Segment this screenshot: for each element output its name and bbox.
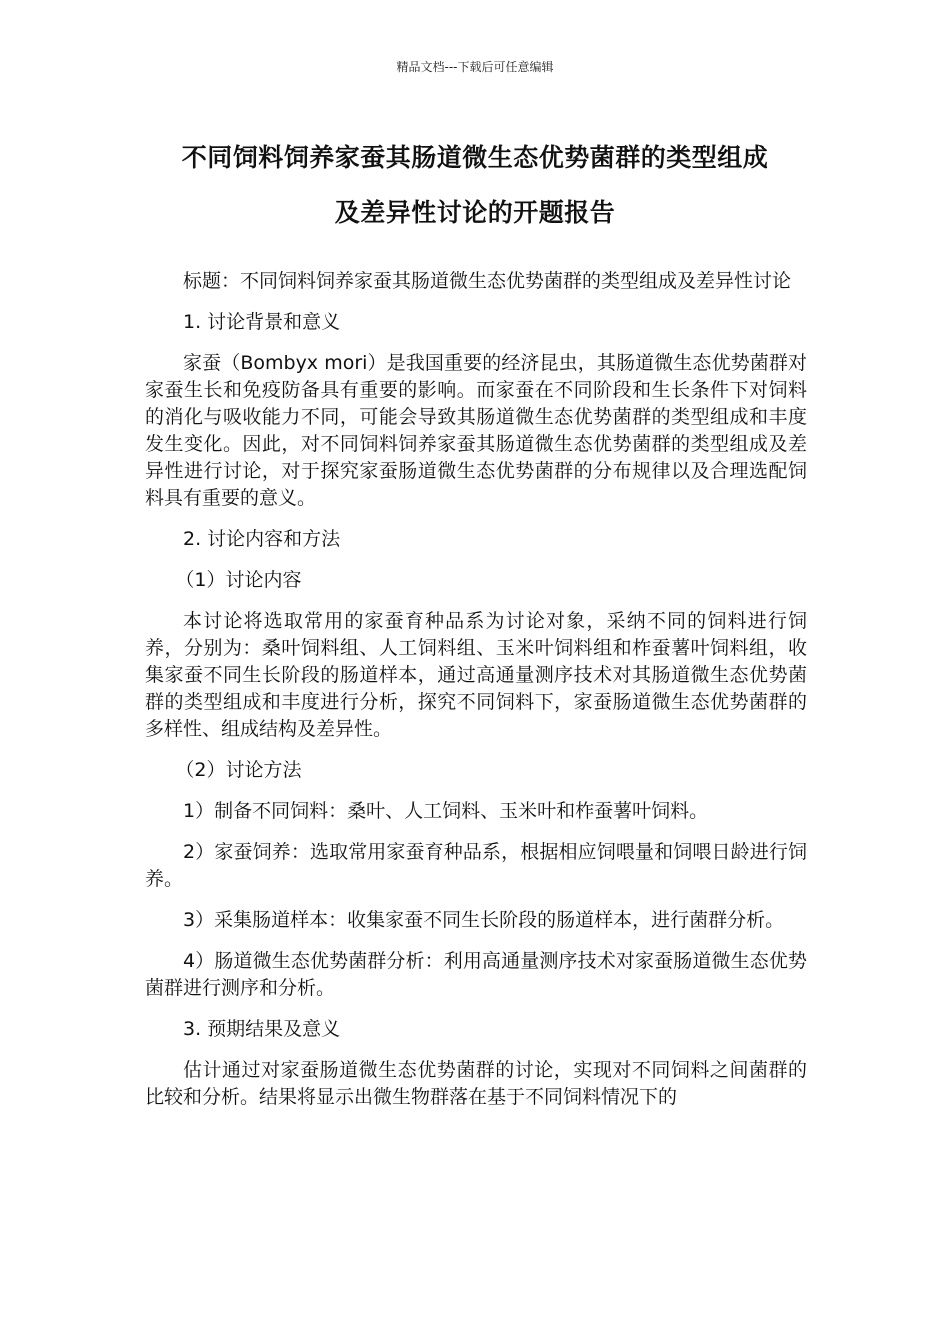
document-title-line-1: 不同饲料饲养家蚕其肠道微生态优势菌群的类型组成 (181, 143, 769, 172)
document-title-line-2: 及差异性讨论的开题报告 (334, 198, 616, 227)
section-heading-content-methods: 2. 讨论内容和方法 (183, 528, 341, 550)
header-note: 精品文档---下载后可任意编辑 (396, 60, 554, 74)
title-paragraph: 标题：不同饲料饲养家蚕其肠道微生态优势菌群的类型组成及差异性讨论 (183, 270, 792, 292)
section-heading-background: 1. 讨论背景和意义 (183, 311, 341, 333)
method-step-2: 2）家蚕饲养：选取常用家蚕育种品系，根据相应饲喂量和饲喂日龄进行饲养。 (145, 841, 807, 890)
expected-results-paragraph: 估计通过对家蚕肠道微生态优势菌群的讨论，实现对不同饲料之间菌群的比较和分析。结果将显示出微生物群落在基于不同饲料情况下的 (145, 1059, 807, 1108)
background-paragraph: 家蚕（Bombyx mori）是我国重要的经济昆虫，其肠道微生态优势菌群对家蚕生长和免疫防备具有重要的影响。而家蚕在不同阶段和生长条件下对饲料的消化与吸收能力不同，可能会导致其肠道微生态优势菌群的类型组成和丰度发生变化。因此，对不同饲料饲养家蚕其肠道微生态优势菌群的类型组成及差异性进行讨论，对于探究家蚕肠道微生态优势菌群的分布规律以及合理选配饲料具有重要的意义。 (145, 352, 807, 509)
section-heading-expected-results: 3. 预期结果及意义 (183, 1018, 341, 1040)
method-step-3: 3）采集肠道样本：收集家蚕不同生长阶段的肠道样本，进行菌群分析。 (183, 909, 785, 931)
subheading-content: （1）讨论内容 (175, 569, 302, 591)
method-step-1: 1）制备不同饲料：桑叶、人工饲料、玉米叶和柞蚕薯叶饲料。 (183, 800, 709, 822)
document-body (145, 268, 807, 1125)
subheading-methods: （2）讨论方法 (175, 759, 302, 781)
content-paragraph: 本讨论将选取常用的家蚕育种品系为讨论对象，采纳不同的饲料进行饲养，分别为：桑叶饲料组、人工饲料组、玉米叶饲料组和柞蚕薯叶饲料组，收集家蚕不同生长阶段的肠道样本，通过高通量测序技术对其肠道微生态优势菌群的类型组成和丰度进行分析，探究不同饲料下，家蚕肠道微生态优势菌群的多样性、组成结构及差异性。 (145, 610, 807, 740)
method-step-4: 4）肠道微生态优势菌群分析：利用高通量测序技术对家蚕肠道微生态优势菌群进行测序和分析。 (145, 950, 807, 999)
